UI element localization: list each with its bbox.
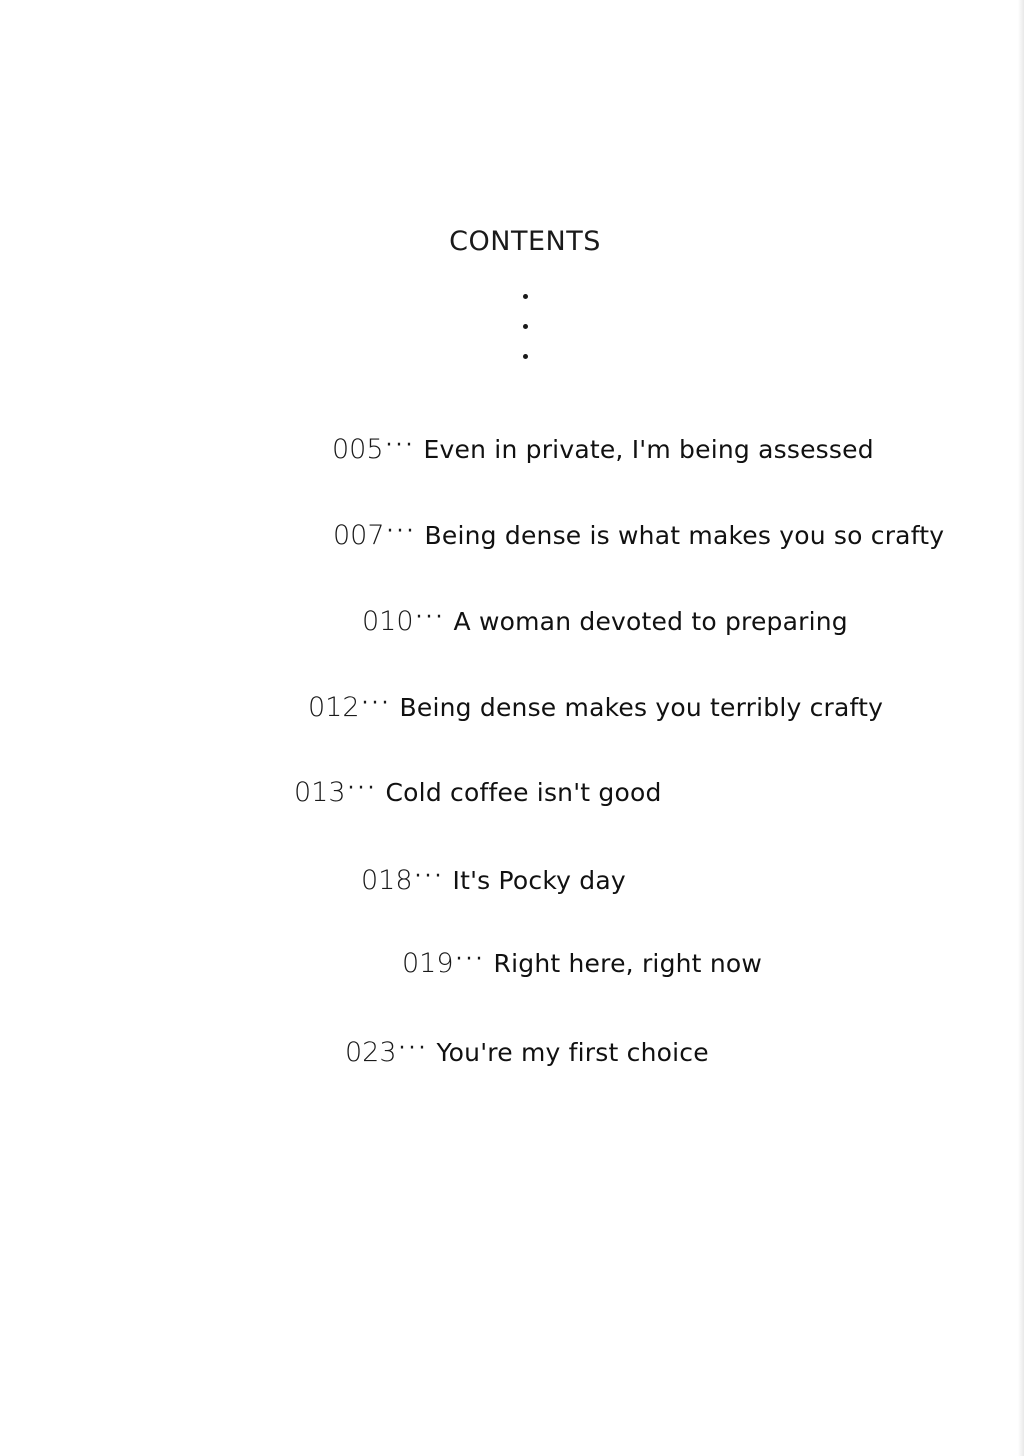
chapter-title: Cold coffee isn't good xyxy=(385,778,662,807)
chapter-title: A woman devoted to preparing xyxy=(453,607,848,636)
page-number: 018 xyxy=(361,865,413,896)
leader-dots: ··· xyxy=(347,776,378,801)
contents-entry xyxy=(294,776,662,808)
leader-dots: ··· xyxy=(455,947,486,972)
dot-icon xyxy=(523,324,528,329)
contents-entry xyxy=(362,605,848,637)
dot-icon xyxy=(523,294,528,299)
page-number: 005 xyxy=(332,434,384,465)
contents-entry xyxy=(308,691,884,723)
leader-dots: ··· xyxy=(385,433,416,458)
chapter-title: Even in private, I'm being assessed xyxy=(423,435,874,464)
leader-dots: ··· xyxy=(414,864,445,889)
page-edge xyxy=(1018,0,1024,1456)
dot-icon xyxy=(523,354,528,359)
contents-entry xyxy=(332,433,874,465)
page-number: 019 xyxy=(402,948,454,979)
contents-entry xyxy=(345,1036,709,1068)
contents-entry xyxy=(361,864,626,896)
page-number: 013 xyxy=(294,777,346,808)
contents-entry xyxy=(333,519,945,551)
page-number: 023 xyxy=(345,1037,397,1068)
chapter-title: It's Pocky day xyxy=(452,866,626,895)
leader-dots: ··· xyxy=(415,605,446,630)
chapter-title: You're my first choice xyxy=(436,1038,709,1067)
chapter-title: Being dense makes you terribly crafty xyxy=(399,693,884,722)
chapter-title: Right here, right now xyxy=(493,949,763,978)
page-number: 010 xyxy=(362,606,414,637)
contents-entry xyxy=(402,947,763,979)
leader-dots: ··· xyxy=(361,691,392,716)
leader-dots: ··· xyxy=(386,519,417,544)
leader-dots: ··· xyxy=(398,1036,429,1061)
page-number: 007 xyxy=(333,520,385,551)
page-title: CONTENTS xyxy=(449,226,601,257)
chapter-title: Being dense is what makes you so crafty xyxy=(424,521,945,550)
page-number: 012 xyxy=(308,692,360,723)
